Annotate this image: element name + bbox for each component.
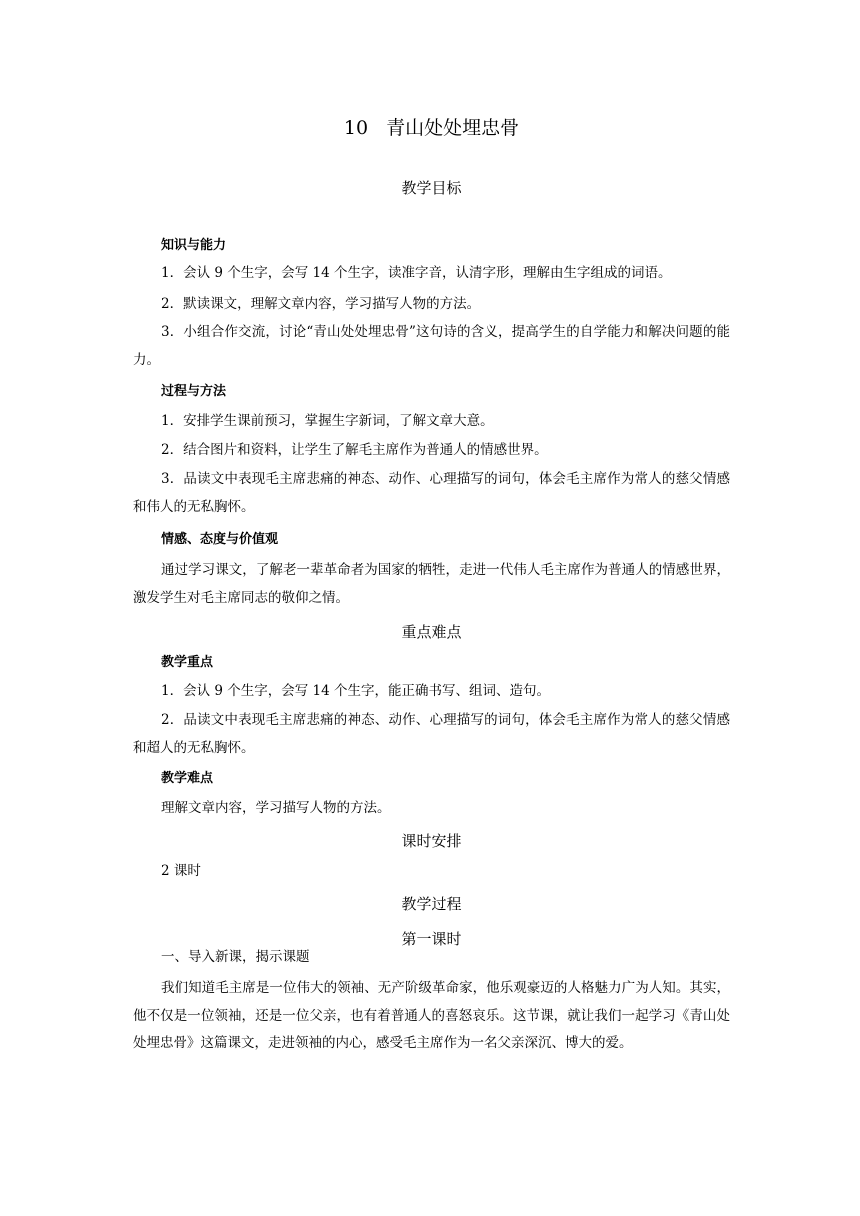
process-item-3: 3．品读文中表现毛主席悲痛的神态、动作、心理描写的词句，体会毛主席作为常人的慈父情感和伟人的无私胸怀。 [133,471,730,515]
lesson-number: 10 [343,117,369,139]
emotion-text: 通过学习课文，了解老一辈革命者为国家的牺牲，走进一代伟人毛主席作为普通人的情感世界，激发学生对毛主席同志的敬仰之情。 [133,562,730,606]
knowledge-item-2: 2．默读课文，理解文章内容，学习描写人物的方法。 [161,296,481,312]
schedule-heading: 课时安排 [401,832,462,850]
emotion-heading: 情感、态度与价值观 [161,532,279,547]
difficult-text: 理解文章内容，学习描写人物的方法。 [161,800,391,816]
teaching-process-heading: 教学过程 [401,895,462,913]
knowledge-item-3: 3．小组合作交流，讨论“青山处处埋忠骨”这句诗的含义，提高学生的自学能力和解决问题的能力。 [133,324,730,368]
lesson1-heading: 第一课时 [401,930,462,948]
key-item-1: 1．会认 9 个生字，会写 14 个生字，能正确书写、组词、造句。 [161,683,551,699]
process-item-2: 2．结合图片和资料，让学生了解毛主席作为普通人的情感世界。 [161,442,548,458]
goals-heading: 教学目标 [401,179,462,197]
difficult-heading: 教学难点 [161,771,214,786]
key-heading: 教学重点 [161,655,214,670]
knowledge-item-1: 1．会认 9 个生字，会写 14 个生字，读准字音，认清字形，理解由生字组成的词语。 [161,265,672,281]
process-method-heading: 过程与方法 [161,384,227,399]
intro-paragraph: 我们知道毛主席是一位伟大的领袖、无产阶级革命家，他乐观豪迈的人格魅力广为人知。其实，他不仅是一位领袖，还是一位父亲，也有着普通人的喜怒哀乐。这节课，就让我们一起学习《青山处处埋忠骨》这篇课文，走进领袖的内心，感受毛主席作为一名父亲深沉、博大的爱。 [133,980,730,1051]
process-item-1: 1．安排学生课前预习，掌握生字新词，了解文章大意。 [161,413,494,429]
key-item-2: 2．品读文中表现毛主席悲痛的神态、动作、心理描写的词句，体会毛主席作为常人的慈父情感和超人的无私胸怀。 [133,712,730,756]
step1-heading: 一、导入新课，揭示课题 [161,949,310,965]
page-title [133,114,730,142]
lesson-title: 青山处处埋忠骨 [386,117,520,139]
schedule-text: 2 课时 [161,863,201,879]
knowledge-heading: 知识与能力 [161,238,227,253]
keypoints-heading: 重点难点 [401,623,462,641]
